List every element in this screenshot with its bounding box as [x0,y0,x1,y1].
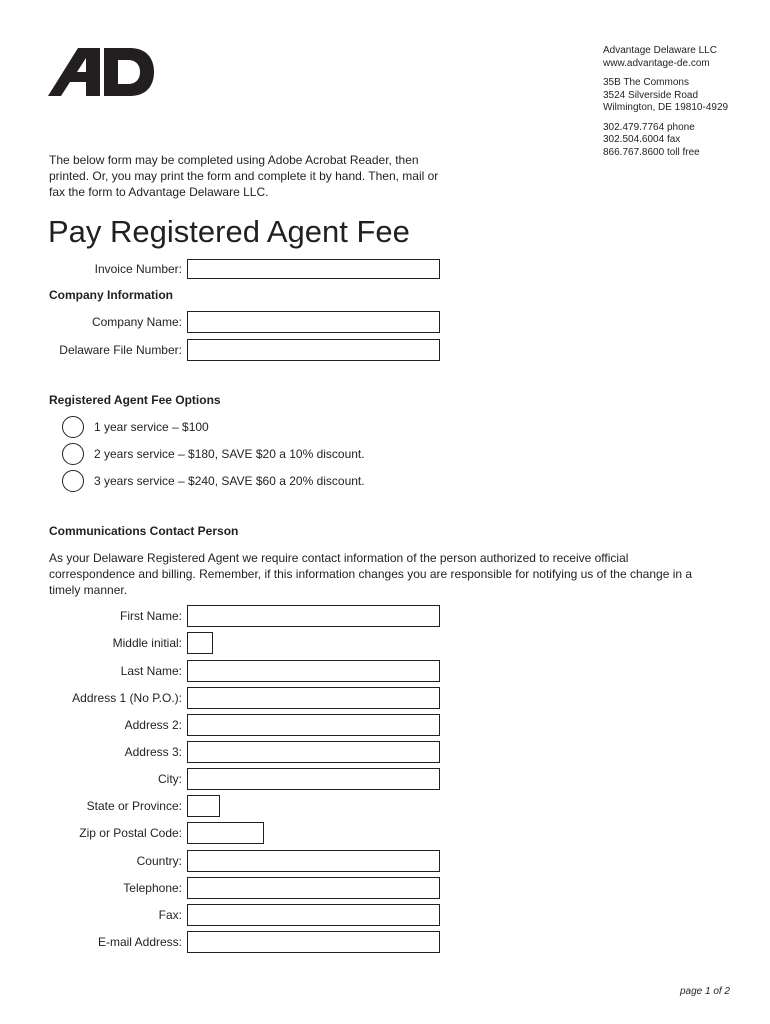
zip-row [0,822,770,844]
contact-paragraph [49,550,739,598]
address-3-field[interactable] [187,741,440,763]
middle-initial-label: Middle initial: [112,636,182,650]
fax-label: Fax: [158,908,182,922]
city-field[interactable] [187,768,440,790]
middle-initial-row [0,632,770,654]
fax-line: 302.504.6004 fax [603,134,681,145]
paragraph-line: timely manner. [49,583,128,597]
radio-circle-icon[interactable] [62,443,84,465]
paragraph-line: As your Delaware Registered Agent we require contact information of the person authorized to receive official [49,551,629,565]
last-name-row [0,660,770,682]
address-3-row [0,741,770,763]
address-2-field[interactable] [187,714,440,736]
intro-line: fax the form to Advantage Delaware LLC. [49,185,269,199]
company-name: Advantage Delaware LLC [603,45,717,56]
radio-circle-icon[interactable] [62,416,84,438]
company-website: www.advantage-de.com [603,57,710,69]
email-field[interactable] [187,931,440,953]
state-row [0,795,770,817]
address-2-label: Address 2: [124,718,182,732]
last-name-label: Last Name: [120,664,182,678]
address-2-row [0,714,770,736]
city-label: City: [158,772,182,786]
address-line: Wilmington, DE 19810-4929 [603,102,729,113]
fee-option-label: 1 year service – $100 [94,420,209,434]
file-number-row [0,339,770,361]
first-name-field[interactable] [187,605,440,627]
address-line: 3524 Silverside Road [603,89,699,101]
zip-label: Zip or Postal Code: [79,826,182,840]
email-row [0,931,770,953]
toll-free-line: 866.767.8600 toll free [603,146,700,158]
company-name-row [0,311,770,333]
company-name-field[interactable] [187,311,440,333]
state-label: State or Province: [86,799,182,813]
zip-field[interactable] [187,822,264,844]
fee-option-label: 2 years service – $180, SAVE $20 a 10% discount. [94,447,365,461]
fax-field[interactable] [187,904,440,926]
form-title: Pay Registered Agent Fee [48,214,410,249]
address-1-label: Address 1 (No P.O.): [72,691,182,705]
fee-options-heading: Registered Agent Fee Options [49,393,221,407]
country-row [0,850,770,872]
country-field[interactable] [187,850,440,872]
radio-circle-icon[interactable] [62,470,84,492]
telephone-row [0,877,770,899]
advantage-delaware-logo [48,48,154,96]
address-1-field[interactable] [187,687,440,709]
intro-line: The below form may be completed using Adobe Acrobat Reader, then [49,153,419,167]
file-number-label: Delaware File Number: [59,343,182,357]
first-name-row [0,605,770,627]
company-name-label: Company Name: [91,315,182,329]
company-info-heading: Company Information [49,288,174,302]
telephone-label: Telephone: [123,881,182,895]
file-number-field[interactable] [187,339,440,361]
address-line: 35B The Commons [603,77,689,88]
intro-text [49,152,469,200]
paragraph-line: correspondence and billing. Remember, if this information changes you are responsible for notifying us of the change in a [49,567,693,581]
address-3-label: Address 3: [124,745,182,759]
fee-option-label: 3 years service – $240, SAVE $60 a 20% discount. [94,474,365,488]
state-field[interactable] [187,795,220,817]
invoice-number-field[interactable] [187,259,440,279]
intro-line: printed. Or, you may print the form and complete it by hand. Then, mail or [49,169,439,183]
phone-line: 302.479.7764 phone [603,121,695,133]
country-label: Country: [136,854,182,868]
city-row [0,768,770,790]
fax-row [0,904,770,926]
middle-initial-field[interactable] [187,632,213,654]
page-number: page 1 of 2 [679,986,730,997]
invoice-number-label: Invoice Number: [94,262,182,276]
last-name-field[interactable] [187,660,440,682]
invoice-row [0,258,770,280]
first-name-label: First Name: [119,609,182,623]
email-label: E-mail Address: [97,935,182,949]
company-contact-info [603,45,728,166]
address-1-row [0,687,770,709]
telephone-field[interactable] [187,877,440,899]
contact-heading: Communications Contact Person [49,524,239,538]
